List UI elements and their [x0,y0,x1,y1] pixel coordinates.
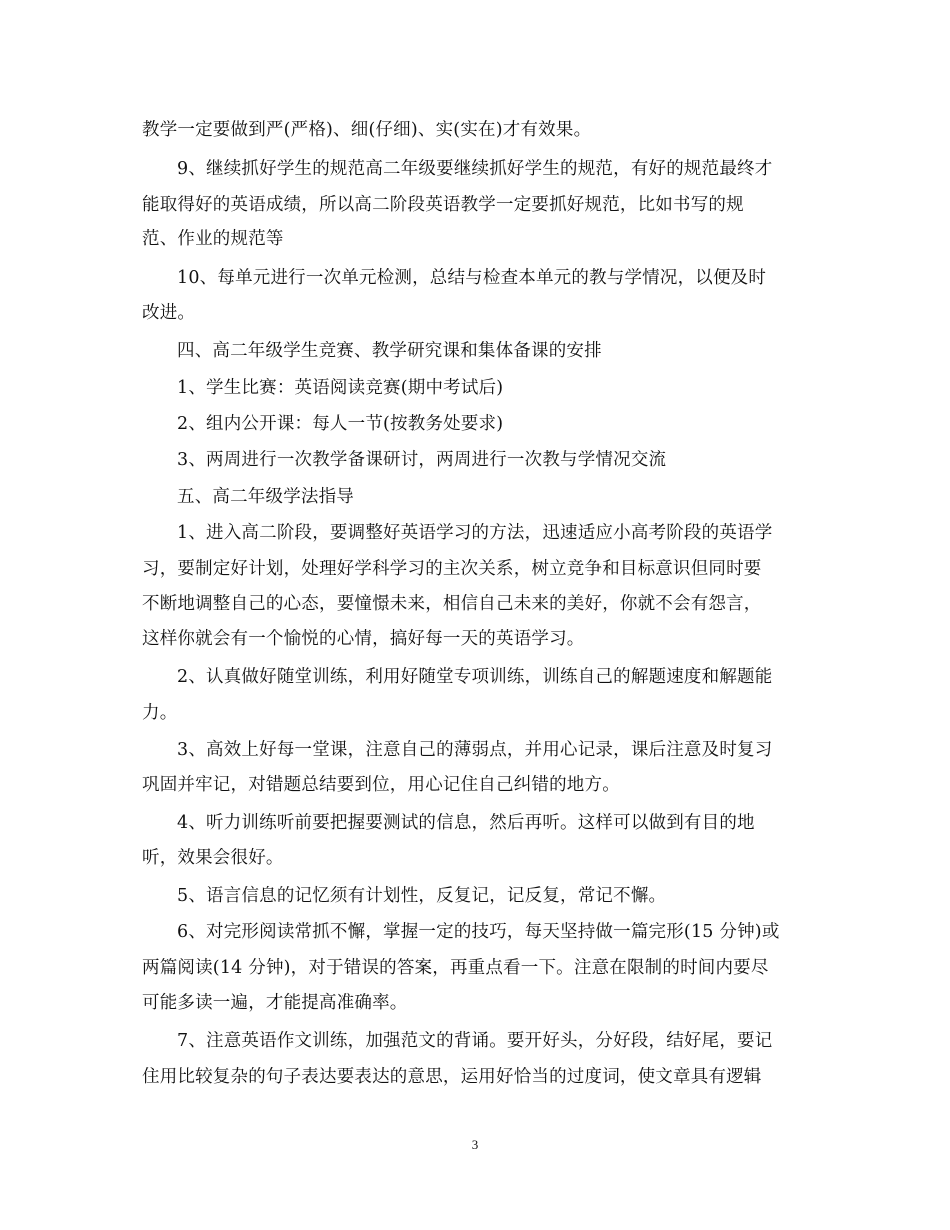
page-number: 3 [471,1137,479,1152]
text-line: 4、听力训练听前要把握要测试的信息，然后再听。这样可以做到有目的地 [177,813,755,833]
text-line: 习，要制定好计划，处理好学科学习的主次关系，树立竞争和目标意识但同时要 [142,559,762,579]
section-heading: 四、高二年级学生竞赛、教学研究课和集体备课的安排 [177,341,602,361]
text-line: 3、高效上好每一堂课，注意自己的薄弱点，并用心记录，课后注意及时复习 [177,740,773,760]
text-line: 5、语言信息的记忆须有计划性，反复记，记反复，常记不懈。 [177,886,667,906]
text-line: 两篇阅读(14 分钟)，对于错误的答案，再重点看一下。注意在限制的时间内要尽 [142,958,769,978]
text-line: 7、注意英语作文训练，加强范文的背诵。要开好头，分好段，结好尾，要记 [177,1031,773,1051]
text-line: 1、进入高二阶段，要调整好英语学习的方法，迅速适应小高考阶段的英语学 [177,523,773,543]
text-line: 力。 [142,703,178,723]
text-line: 教学一定要做到严(严格)、细(仔细)、实(实在)才有效果。 [142,120,592,140]
section-heading: 五、高二年级学法指导 [177,487,354,507]
text-line: 听，效果会很好。 [142,848,284,868]
text-line: 3、两周进行一次教学备课研讨，两周进行一次教与学情况交流 [177,450,667,470]
text-line: 不断地调整自己的心态，要憧憬未来，相信自己未来的美好，你就不会有怨言， [142,594,762,614]
text-line: 范、作业的规范等 [142,229,284,249]
text-line: 巩固并牢记，对错题总结要到位，用心记住自己纠错的地方。 [142,775,620,795]
text-line: 2、组内公开课：每人一节(按教务处要求) [177,414,504,434]
text-line: 改进。 [142,303,196,323]
text-line: 9、继续抓好学生的规范高二年级要继续抓好学生的规范，有好的规范最终才 [177,159,773,179]
text-line: 10、每单元进行一次单元检测，总结与检查本单元的教与学情况，以便及时 [177,268,767,288]
text-line: 1、学生比赛：英语阅读竞赛(期中考试后) [177,378,504,398]
text-line: 可能多读一遍，才能提高准确率。 [142,993,408,1013]
text-line: 能取得好的英语成绩，所以高二阶段英语教学一定要抓好规范，比如书写的规 [142,195,744,215]
text-line: 住用比较复杂的句子表达要表达的意思，运用好恰当的过度词，使文章具有逻辑 [142,1067,762,1087]
text-line: 这样你就会有一个愉悦的心情，搞好每一天的英语学习。 [142,629,585,649]
text-line: 2、认真做好随堂训练，利用好随堂专项训练，训练自己的解题速度和解题能 [177,667,773,687]
text-line: 6、对完形阅读常抓不懈，掌握一定的技巧，每天坚持做一篇完形(15 分钟)或 [177,922,780,942]
